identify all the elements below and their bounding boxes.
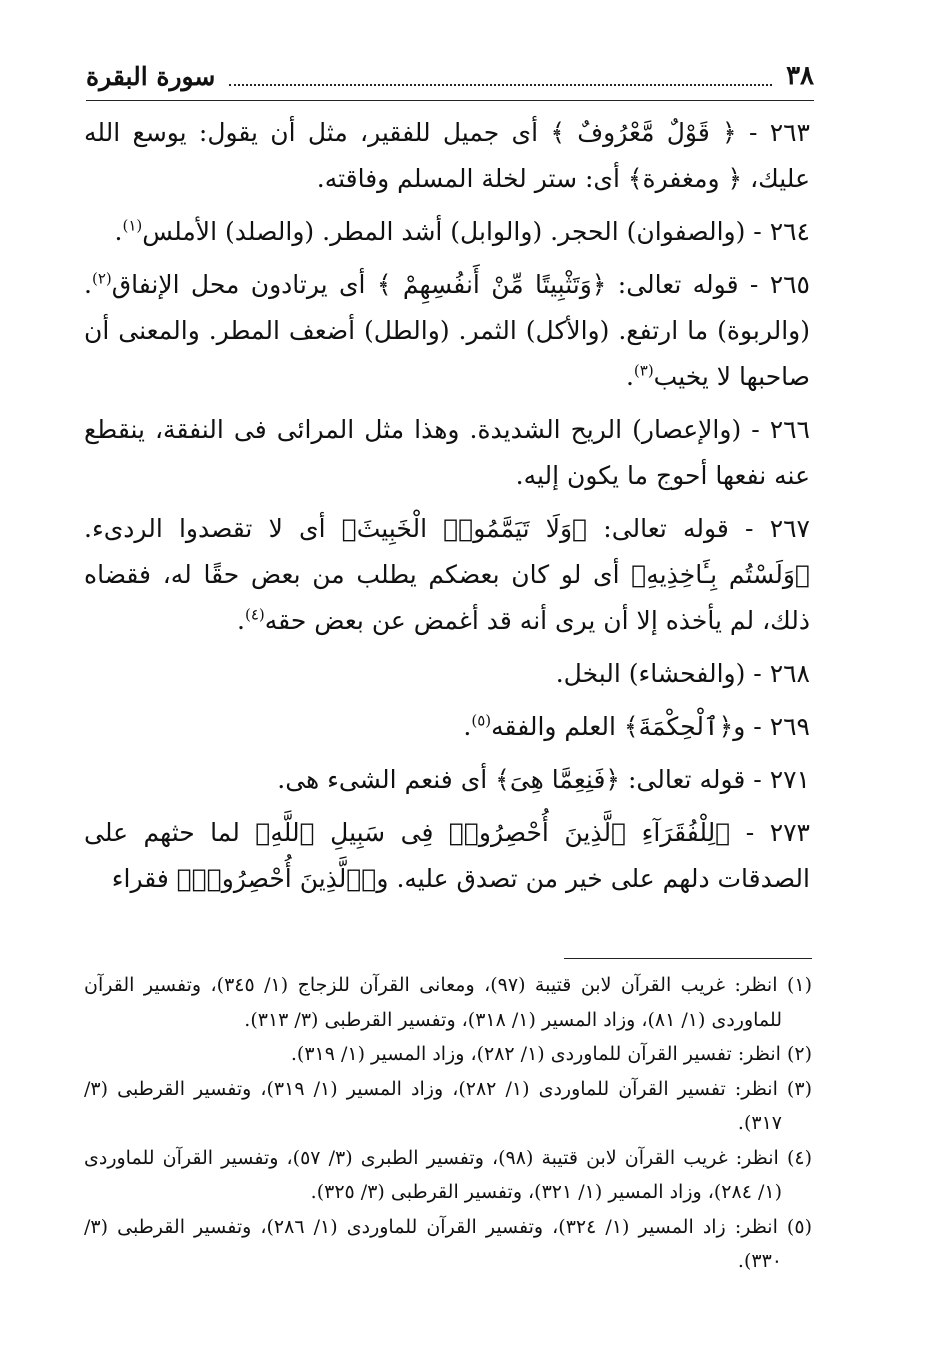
commentary-body	[84, 110, 810, 909]
entry-text: ٢٧٣ - ﴿لِلْفُقَرَآءِ ٱلَّذِينَ أُحْصِرُوا۟ فِى سَبِيلِ ٱللَّهِ﴾ لما حثهم على الصدقات دلهم على خير من تصدق عليه. و﴿ٱلَّذِينَ أُحْصِرُوا۟﴾ فقراء	[84, 818, 810, 893]
entry-269: ٢٦٩ - و﴿ٱلْحِكْمَةَ﴾ العلم والفقه$^{(٥)}$.	[463, 711, 810, 741]
header-divider	[86, 100, 814, 101]
footnote-ref: (٥)	[471, 711, 492, 730]
header-dot-leader	[229, 70, 772, 86]
footnote-2: (٢) انظر: تفسير القرآن للماوردى (١/ ٢٨٢)، وزاد المسير (١/ ٣١٩).	[290, 1043, 812, 1065]
entry-267: ٢٦٧ - قوله تعالى: ﴿وَلَا تَيَمَّمُوا۟ الْخَبِيثَ﴾ أى لا تقصدوا الردىء. ﴿وَلَسْتُم بِـَٔاخِذِيهِ﴾ أى لو كان بعضكم يطلب من بعض حقًا له، فقضاه ذلك، لم يأخذه إلا أن يرى أنه قد أغمض عن بعض حقه$^{(٤)}$.	[84, 514, 810, 635]
entry-268	[84, 651, 810, 697]
entry-text-continued: . (والربوة) ما ارتفع. (والأكل) الثمر. (والطل) أضعف المطر. والمعنى أن صاحبها لا يخيب	[84, 270, 810, 391]
entry-text: ٢٧١ - قوله تعالى: ﴿فَنِعِمَّا هِىَ﴾ أى فنعم الشىء هى.	[277, 765, 810, 794]
entry-273	[84, 810, 810, 902]
surah-title: سورة البقرة	[86, 61, 216, 91]
entry-text: ٢٦٣ - ﴿ قَوْلٌ مَّعْرُوفٌ ﴾ أى جميل للفقير، مثل أن يقول: يوسع الله عليك، ﴿ ومغفرة﴾ أى: ستر لخلة المسلم وفاقته.	[84, 118, 810, 193]
footnote-ref: (١)	[122, 216, 143, 235]
entry-text: ٢٦٤ - (والصفوان) الحجر. (والوابل) أشد المطر. (والصلد) الأملس	[142, 217, 810, 246]
running-header	[86, 56, 814, 96]
footnote-divider	[564, 958, 812, 959]
footnote-ref: (٤)	[245, 605, 265, 624]
footnote-1: (١) انظر: غريب القرآن لابن قتيبة (٩٧)، ومعانى القرآن للزجاج (١/ ٣٤٥)، وتفسير القرآن للماوردى (١/ ٨١)، وزاد المسير (١/ ٣١٨)، وتفسير القرطبى (٣/ ٣١٣).	[84, 974, 812, 1031]
entry-266	[84, 407, 810, 499]
entry-265: ٢٦٥ - قوله تعالى: ﴿وَتَثْبِيتًا مِّنْ أَنفُسِهِمْ ﴾ أى يرتادون محل الإنفاق$^{(٢)}$. (والربوة) ما ارتفع. (والأكل) الثمر. (والطل) أضعف المطر. والمعنى أن صاحبها لا يخيب$^{(٣)}$.	[84, 269, 810, 391]
entry-271	[84, 757, 810, 803]
entry-text: ٢٦٨ - (والفحشاء) البخل.	[555, 659, 810, 688]
entry-263	[84, 110, 810, 202]
footnote-4: (٤) انظر: غريب القرآن لابن قتيبة (٩٨)، وتفسير الطبرى (٣/ ٥٧)، وتفسير القرآن للماوردى (١/ ٢٨٤)، وزاد المسير (١/ ٣٢١)، وتفسير القرطبى (٣/ ٣٢٥).	[84, 1146, 812, 1203]
entry-text: ٢٦٧ - قوله تعالى: ﴿وَلَا تَيَمَّمُوا۟ الْخَبِيثَ﴾ أى لا تقصدوا الردىء. ﴿وَلَسْتُم بِـَٔاخِذِيهِ﴾ أى لو كان بعضكم يطلب من بعض حقًا له، فقضاه ذلك، لم يأخذه إلا أن يرى أنه قد أغمض عن بعض حقه	[84, 514, 810, 635]
footnote-ref: (٣)	[633, 361, 654, 380]
entry-text: ٢٦٦ - (والإعصار) الريح الشديدة. وهذا مثل المرائى فى النفقة، ينقطع عنه نفعها أحوج ما يكون إليه.	[84, 415, 810, 490]
entry-text: ٢٦٥ - قوله تعالى: ﴿وَتَثْبِيتًا مِّنْ أَنفُسِهِمْ ﴾ أى يرتادون محل الإنفاق	[111, 270, 810, 299]
footnote-3: (٣) انظر: تفسير القرآن للماوردى (١/ ٢٨٢)، وزاد المسير (١/ ٣١٩)، وتفسير القرطبى (٣/ ٣١٧).	[84, 1077, 812, 1134]
page-number: ٣٨	[786, 61, 814, 91]
footnotes	[84, 968, 812, 1279]
entry-264: ٢٦٤ - (والصفوان) الحجر. (والوابل) أشد المطر. (والصلد) الأملس$^{(١)}$.	[114, 216, 810, 246]
footnote-5: (٥) انظر: زاد المسير (١/ ٣٢٤)، وتفسير القرآن للماوردى (١/ ٢٨٦)، وتفسير القرطبى (٣/ ٣٣٠).	[84, 1215, 812, 1272]
entry-text: ٢٦٩ - و﴿ٱلْحِكْمَةَ﴾ العلم والفقه	[491, 712, 810, 741]
footnote-ref: (٢)	[91, 269, 112, 288]
